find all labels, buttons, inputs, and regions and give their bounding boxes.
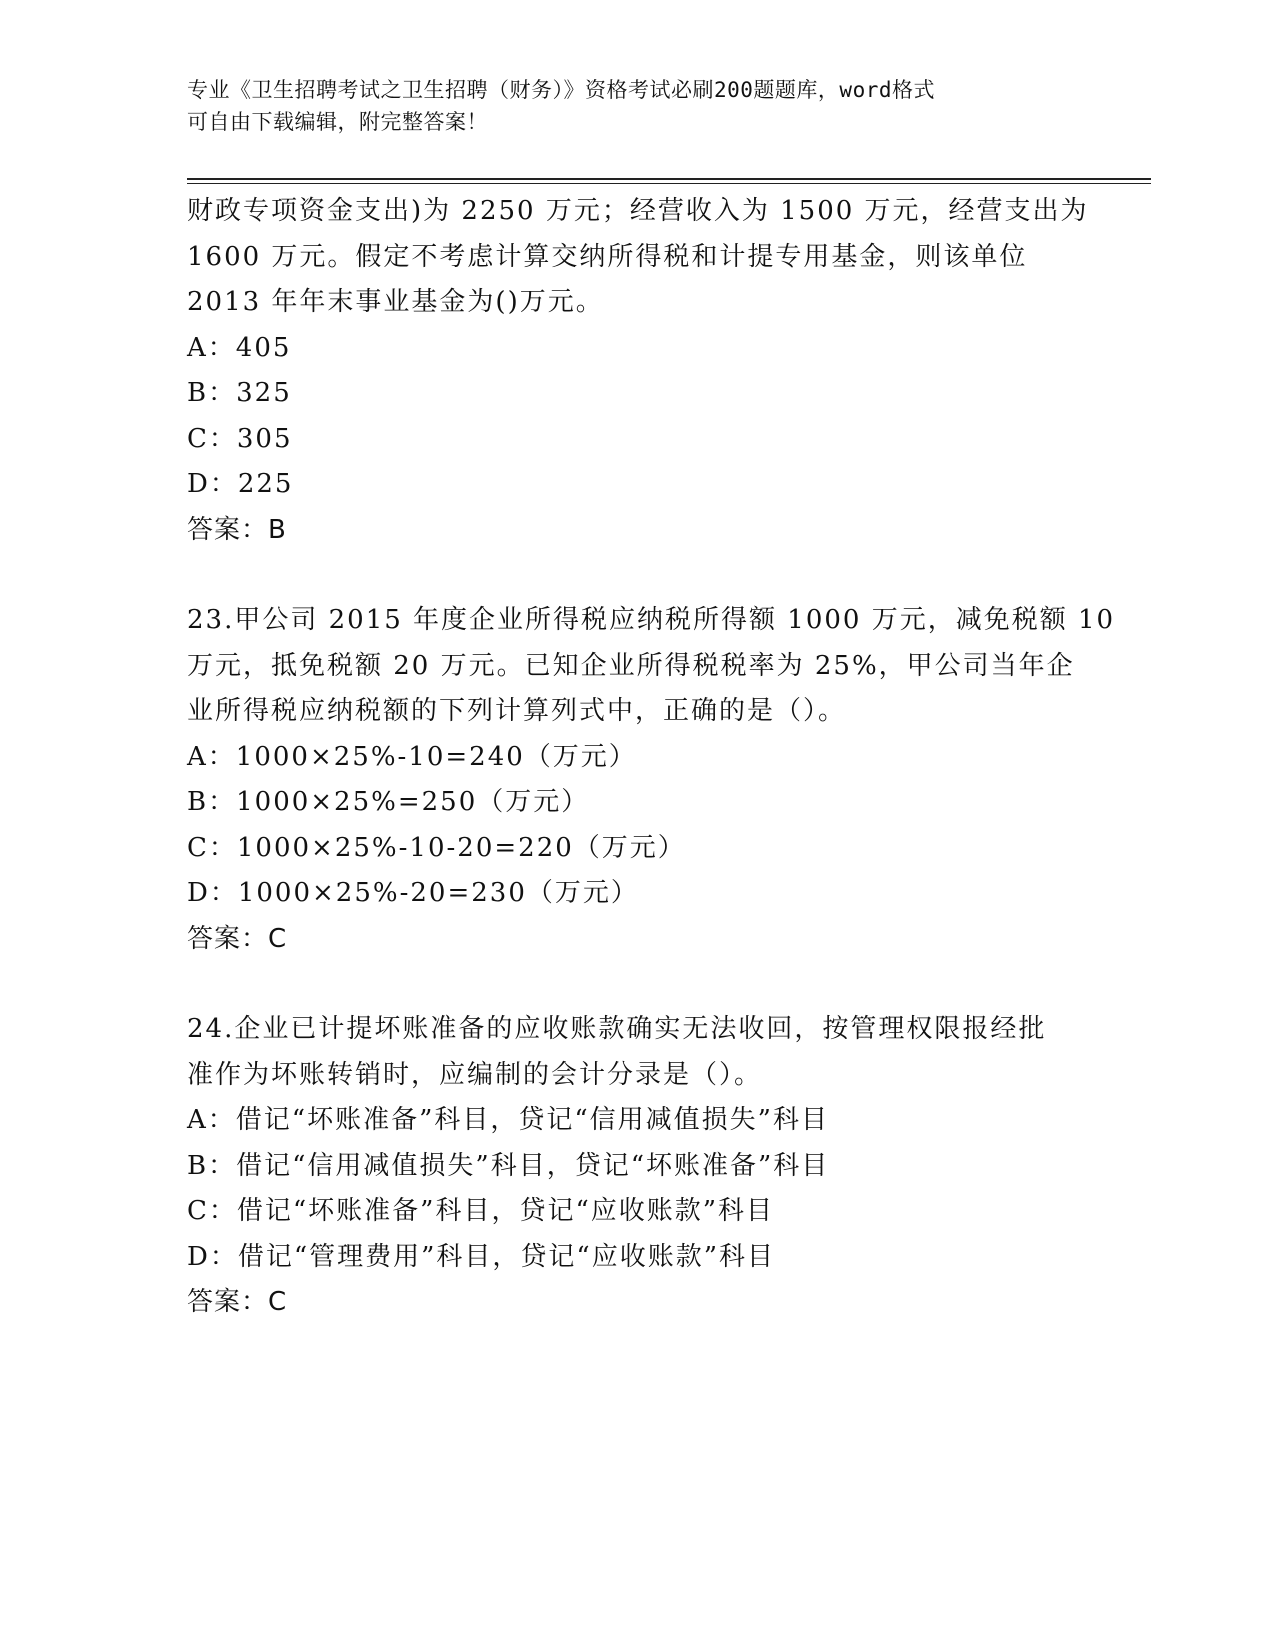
question-text-line: 准作为坏账转销时，应编制的会计分录是（）。 — [187, 1059, 763, 1090]
option-a: A：借记“坏账准备”科目，贷记“信用减值损失”科目 — [187, 1105, 829, 1135]
question-text-line: 23.甲公司 2015 年度企业所得税应纳税所得额 1000 万元，减免税额 10 — [187, 605, 1116, 635]
option-b: B：借记“信用减值损失”科目，贷记“坏账准备”科目 — [187, 1150, 830, 1181]
question-text-line: 24.企业已计提坏账准备的应收账款确实无法收回，按管理权限报经批 — [187, 1014, 1047, 1044]
option-a: A：405 — [187, 332, 292, 363]
question-23 — [187, 598, 1116, 962]
answer: 答案：C — [187, 923, 288, 954]
header-line-1: 专业《卫生招聘考试之卫生招聘（财务）》资格考试必刷200题题库，word格式 — [187, 78, 935, 102]
option-c: C：借记“坏账准备”科目，贷记“应收账款”科目 — [187, 1196, 775, 1226]
question-text-line: 业所得税应纳税额的下列计算列式中，正确的是（）。 — [187, 696, 847, 726]
option-b: B：1000×25%=250（万元） — [187, 787, 590, 817]
option-d: D：1000×25%-20=230（万元） — [187, 878, 639, 908]
question-text-line: 财政专项资金支出)为 2250 万元；经营收入为 1500 万元，经营支出为 — [187, 196, 1089, 226]
question-content — [187, 189, 1116, 1326]
question-text-line: 2013 年年末事业基金为()万元。 — [187, 287, 604, 317]
question-22 — [187, 189, 1087, 553]
spacer — [187, 962, 1087, 1007]
answer: 答案：C — [187, 1287, 288, 1317]
spacer — [187, 553, 1087, 598]
question-text-line: 万元，抵免税额 20 万元。已知企业所得税税率为 25%，甲公司当年企 — [187, 650, 1075, 681]
document-header — [187, 74, 1087, 138]
question-text-line: 1600 万元。假定不考虑计算交纳所得税和计提专用基金，则该单位 — [187, 241, 1028, 272]
option-c: C：1000×25%-10-20=220（万元） — [187, 832, 686, 863]
header-line-2: 可自由下载编辑，附完整答案！ — [187, 110, 488, 134]
answer: 答案：B — [187, 514, 287, 545]
question-24 — [187, 1007, 1087, 1326]
header-rule-thin — [187, 183, 1151, 184]
option-c: C：305 — [187, 423, 293, 454]
header-rule-thick — [187, 178, 1151, 180]
option-d: D：225 — [187, 469, 294, 499]
option-d: D：借记“管理费用”科目，贷记“应收账款”科目 — [187, 1241, 776, 1272]
option-b: B：325 — [187, 378, 292, 408]
option-a: A：1000×25%-10=240（万元） — [187, 741, 637, 772]
